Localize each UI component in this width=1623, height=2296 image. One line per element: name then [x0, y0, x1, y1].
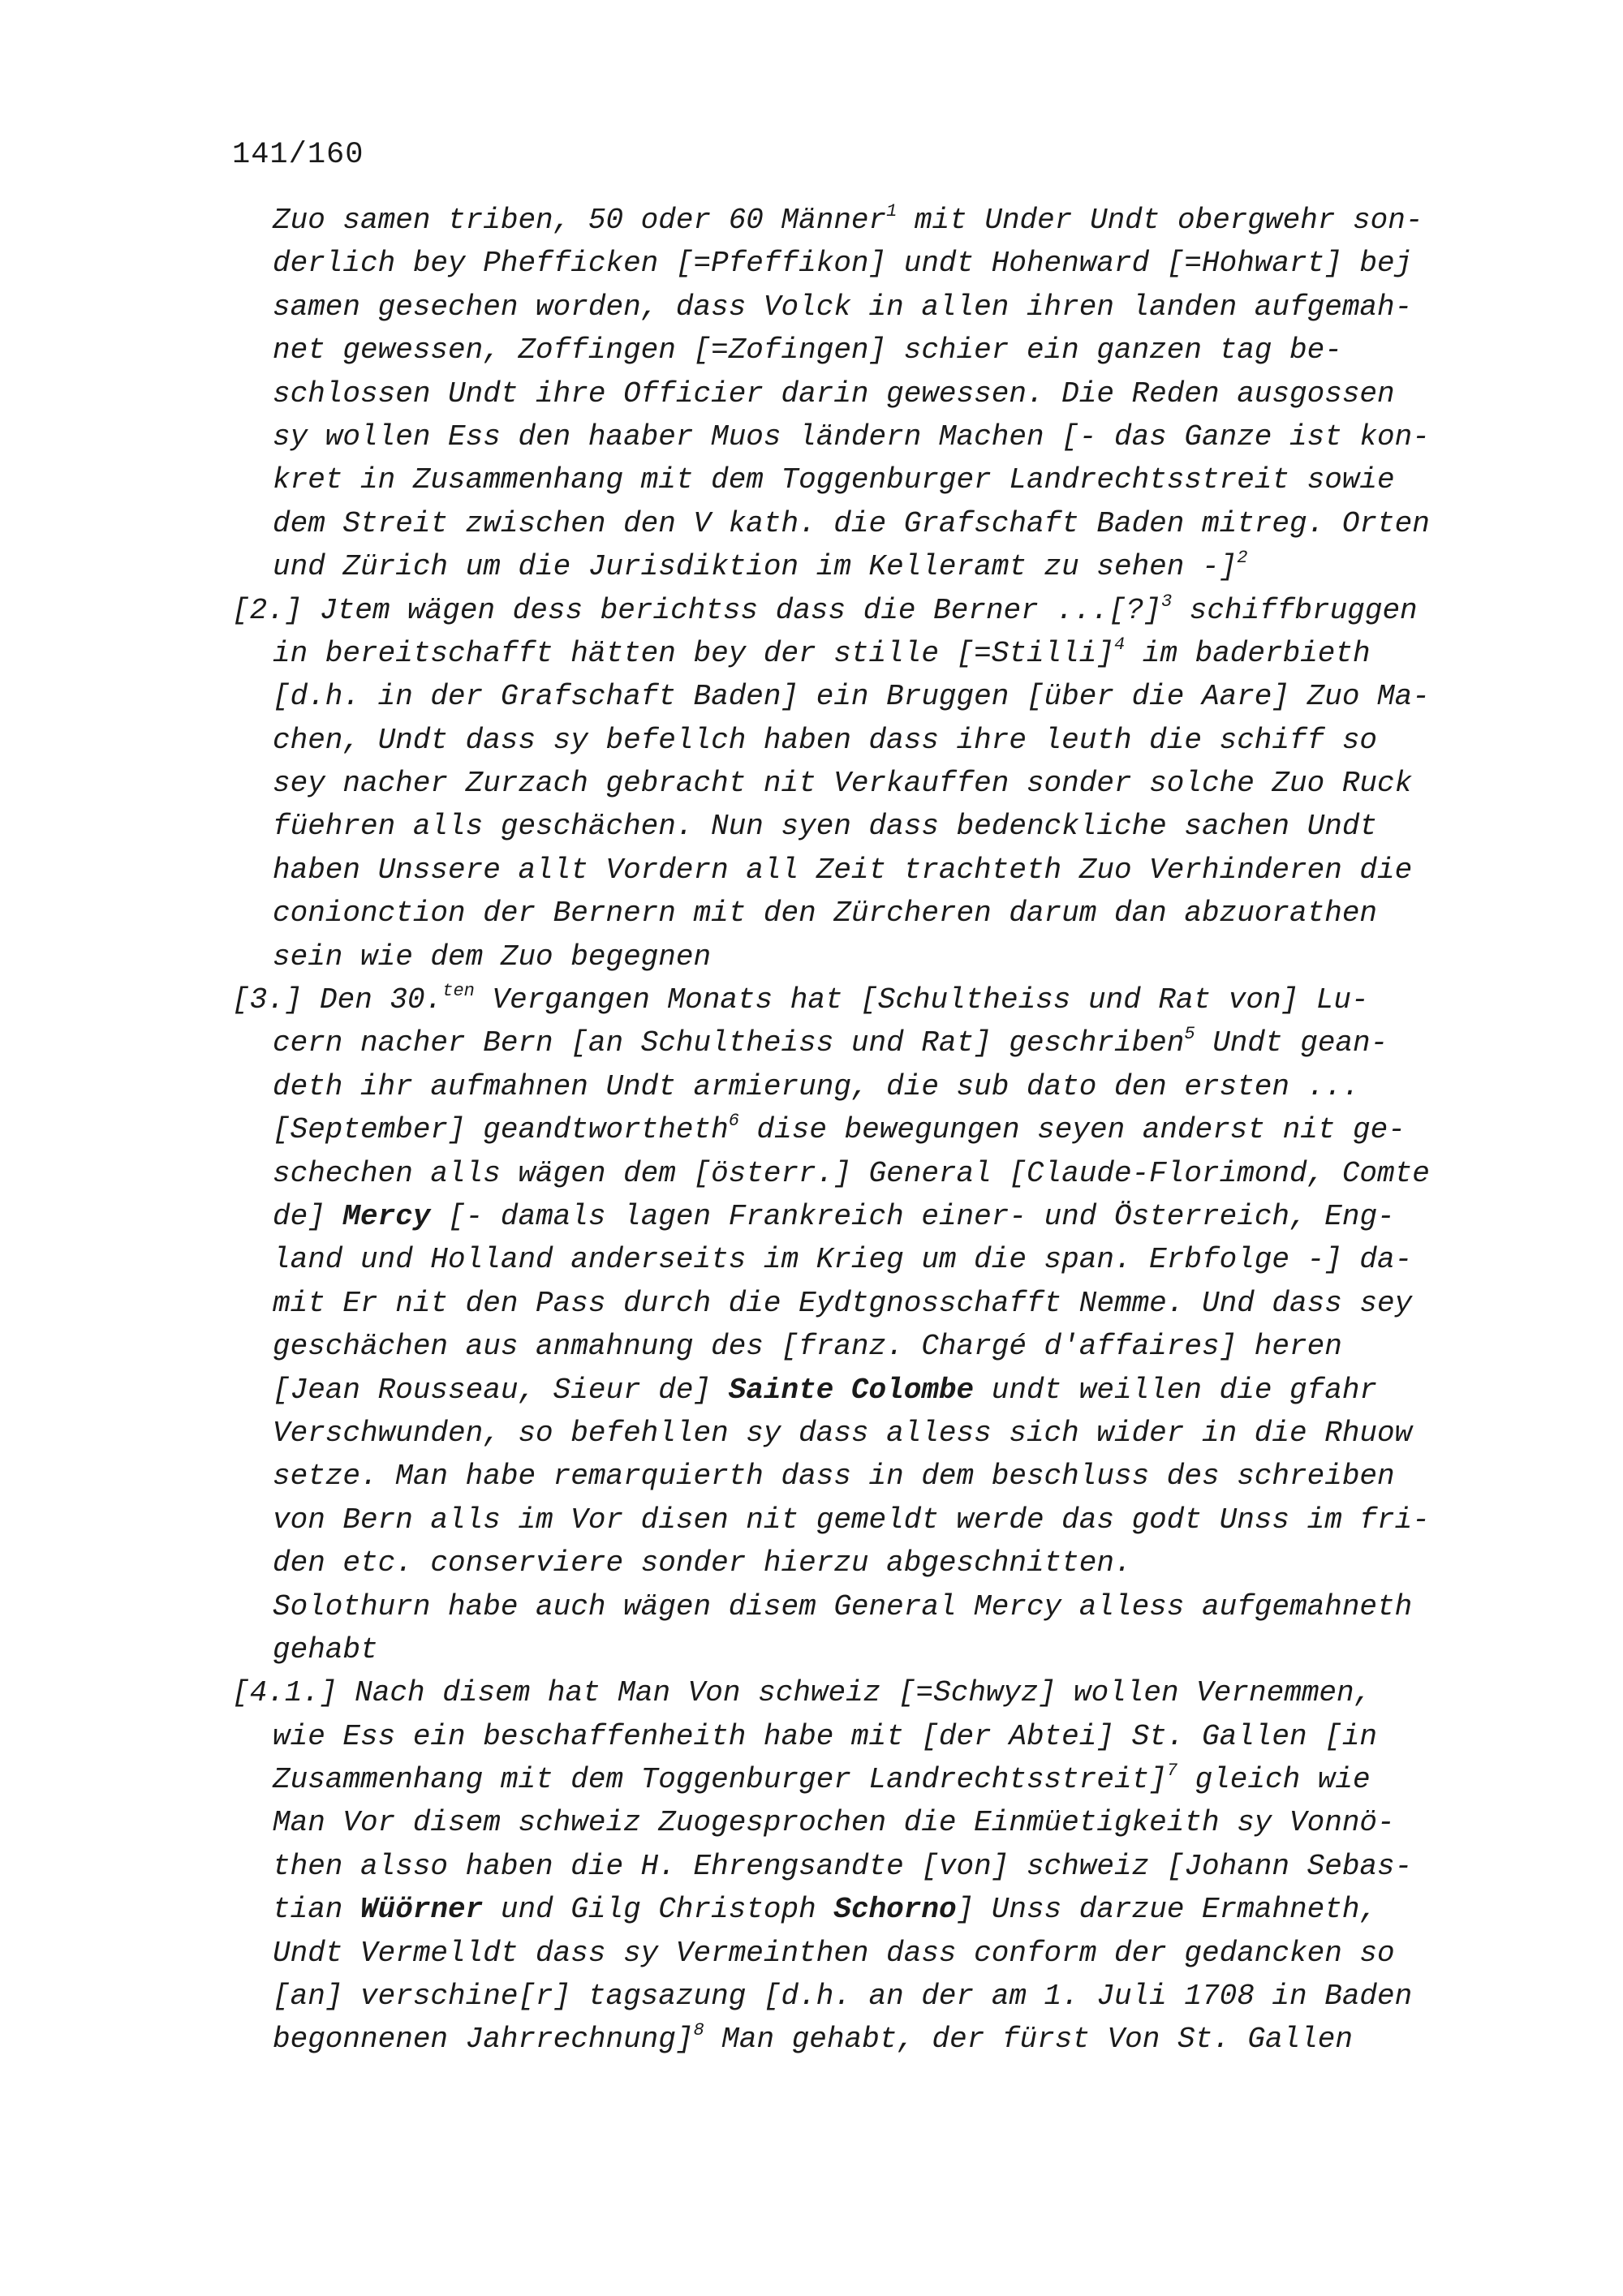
person-name: Mercy	[342, 1199, 431, 1233]
text-segment: und Zürich um die Jurisdiktion im Kelleramt zu sehen -]	[273, 550, 1238, 584]
text-line	[232, 458, 1466, 501]
text-segment: [Jean Rousseau, Sieur de]	[273, 1373, 729, 1407]
text-segment: cern nacher Bern [an Schultheiss und Rat] geschriben	[273, 1026, 1185, 1060]
text-line	[232, 1628, 1466, 1671]
text-segment: von Bern alls im Vor disen nit gemeldt werde das godt Unss im fri-	[273, 1503, 1430, 1537]
text-segment: geschächen aus anmahnung des [franz. Chargé d'affaires] heren	[273, 1330, 1342, 1364]
text-segment: und Gilg Christoph	[483, 1893, 834, 1927]
text-segment: Verschwunden, so befehllen sy dass alless sich wider in die Rhuow	[273, 1416, 1413, 1450]
person-name: Wüörner	[360, 1893, 484, 1927]
text-line	[232, 762, 1466, 805]
transcription-body	[232, 199, 1466, 2062]
text-line	[232, 1585, 1466, 1628]
text-segment: chen, Undt dass sy befellch haben dass ihre leuth die schiff so	[273, 723, 1378, 757]
text-segment: setze. Man habe remarquierth dass in dem beschluss des schreiben	[273, 1460, 1395, 1494]
footnote-marker: 3	[1161, 591, 1173, 612]
text-line	[232, 286, 1466, 329]
text-line	[232, 892, 1466, 935]
text-line	[232, 1152, 1466, 1195]
text-segment: ] Unss darzue Ermahneth,	[956, 1893, 1378, 1927]
text-line	[232, 1758, 1466, 1801]
text-segment: Zusammenhang mit dem Toggenburger Landrechtsstreit]	[273, 1763, 1167, 1797]
text-segment: Vergangen Monats hat [Schultheiss und Rat von] Lu-	[474, 983, 1369, 1017]
footnote-marker: 7	[1166, 1761, 1177, 1782]
text-line	[232, 675, 1466, 718]
text-segment: wie Ess ein beschaffenheith habe mit [der Abtei] St. Gallen [in	[273, 1719, 1378, 1753]
text-segment: gehabt	[273, 1632, 378, 1666]
text-line	[232, 2018, 1466, 2061]
text-segment: deth ihr aufmahnen Undt armierung, die sub dato den ersten ...	[273, 1069, 1360, 1103]
text-segment: füehren alls geschächen. Nun syen dass bedenckliche sachen Undt	[273, 810, 1378, 844]
person-name: Schorno	[833, 1893, 957, 1927]
text-segment: then alsso haben die H. Ehrengsandte [von] schweiz [Johann Sebas-	[273, 1849, 1413, 1883]
text-segment: kret in Zusammenhang mit dem Toggenburger Landrechtsstreit sowie	[273, 463, 1395, 497]
text-line	[232, 589, 1466, 632]
text-segment: [4.1.] Nach disem hat Man Von schweiz [=Schwyz] wollen Vernemmen,	[232, 1676, 1372, 1710]
text-line	[232, 978, 1466, 1021]
text-line	[232, 805, 1466, 848]
text-line	[232, 1845, 1466, 1888]
text-line	[232, 1455, 1466, 1498]
text-segment: samen gesechen worden, dass Volck in allen ihren landen aufgemah-	[273, 290, 1413, 324]
text-segment: schiffbruggen	[1172, 593, 1418, 627]
footnote-marker: 1	[886, 201, 898, 221]
text-segment: in bereitschafft hätten bey der stille [=Stilli]	[273, 636, 1114, 670]
text-line	[232, 1325, 1466, 1368]
text-line	[232, 1369, 1466, 1412]
text-segment: sey nacher Zurzach gebracht nit Verkauffen sonder solche Zuo Ruck	[273, 767, 1413, 801]
text-segment: begonnenen Jahrrechnung]	[273, 2023, 694, 2057]
text-segment: Zuo samen triben, 50 oder 60 Männer	[273, 204, 887, 237]
text-line	[232, 1715, 1466, 1758]
text-line	[232, 1932, 1466, 1975]
text-line	[232, 242, 1466, 285]
text-line	[232, 1801, 1466, 1844]
footnote-marker: ten	[442, 981, 475, 1002]
text-segment: Undt Vermelldt dass sy Vermeinthen dass conform der gedancken so	[273, 1936, 1395, 1970]
text-segment: den etc. conserviere sonder hierzu abgeschnitten.	[273, 1546, 1132, 1580]
text-segment: de]	[273, 1199, 343, 1233]
text-line	[232, 1888, 1466, 1931]
text-segment: dem Streit zwischen den V kath. die Grafschaft Baden mitreg. Orten	[273, 506, 1430, 540]
page-number: 141/160	[232, 138, 364, 172]
text-segment: sy wollen Ess den haaber Muos ländern Machen [- das Ganze ist kon-	[273, 419, 1430, 454]
text-line	[232, 329, 1466, 372]
text-segment: mit Er nit den Pass durch die Eydtgnosschafft Nemme. Und dass sey	[273, 1286, 1413, 1320]
text-segment: [- damals lagen Frankreich einer- und Österreich, Eng-	[430, 1199, 1395, 1233]
text-segment: schechen alls wägen dem [österr.] General [Claude-Florimond, Comte	[273, 1156, 1430, 1190]
text-line	[232, 1195, 1466, 1238]
text-segment: gleich wie	[1177, 1763, 1371, 1797]
text-segment: Solothurn habe auch wägen disem General Mercy alless aufgemahneth	[273, 1589, 1413, 1623]
text-line	[232, 1671, 1466, 1714]
text-segment: schlossen Undt ihre Officier darin gewessen. Die Reden ausgossen	[273, 376, 1395, 411]
text-segment: im baderbieth	[1125, 636, 1371, 670]
text-line	[232, 1541, 1466, 1584]
text-segment: [3.] Den 30.	[232, 983, 443, 1017]
text-line	[232, 849, 1466, 892]
text-segment: [2.] Jtem wägen dess berichtss dass die Berner ...[?]	[232, 593, 1161, 627]
text-line	[232, 632, 1466, 675]
text-segment: haben Unssere allt Vordern all Zeit trachteth Zuo Verhinderen die	[273, 853, 1413, 887]
text-line	[232, 935, 1466, 978]
text-segment: Man Vor disem schweiz Zuogesprochen die Einmüetigkeith sy Vonnö-	[273, 1806, 1395, 1840]
text-line	[232, 1021, 1466, 1064]
text-segment: [d.h. in der Grafschaft Baden] ein Bruggen [über die Aare] Zuo Ma-	[273, 680, 1430, 714]
text-segment: dise bewegungen seyen anderst nit ge-	[738, 1113, 1406, 1147]
text-segment: land und Holland anderseits im Krieg um die span. Erbfolge -] da-	[273, 1243, 1413, 1277]
footnote-marker: 2	[1237, 548, 1248, 569]
text-line	[232, 199, 1466, 242]
text-line	[232, 1108, 1466, 1151]
text-segment: sein wie dem Zuo begegnen	[273, 939, 712, 974]
text-segment: conionction der Bernern mit den Zürcheren darum dan abzuorathen	[273, 896, 1378, 931]
person-name: Sainte Colombe	[728, 1373, 975, 1407]
text-segment: mit Under Undt obergwehr son-	[897, 204, 1423, 237]
text-line	[232, 1412, 1466, 1455]
text-line	[232, 1975, 1466, 2018]
footnote-marker: 4	[1113, 634, 1126, 655]
text-line	[232, 1065, 1466, 1108]
text-line	[232, 545, 1466, 588]
text-segment: Man gehabt, der fürst Von St. Gallen	[704, 2023, 1354, 2057]
text-segment: tian	[273, 1893, 361, 1927]
text-line	[232, 372, 1466, 415]
text-line	[232, 719, 1466, 762]
footnote-marker: 6	[728, 1111, 739, 1132]
text-segment: net gewessen, Zoffingen [=Zofingen] schier ein ganzen tag be-	[273, 333, 1342, 368]
text-line	[232, 1238, 1466, 1281]
text-line	[232, 1498, 1466, 1541]
footnote-marker: 5	[1184, 1024, 1195, 1045]
text-segment: undt weillen die gfahr	[974, 1373, 1378, 1407]
text-line	[232, 415, 1466, 458]
text-line	[232, 502, 1466, 545]
text-segment: Undt gean-	[1195, 1026, 1388, 1060]
text-segment: [September] geandtwortheth	[273, 1113, 729, 1147]
footnote-marker: 8	[693, 2020, 704, 2041]
text-line	[232, 1282, 1466, 1325]
text-segment: derlich bey Phefficken [=Pfeffikon] undt Hohenward [=Hohwart] bej	[273, 247, 1413, 281]
text-segment: [an] verschine[r] tagsazung [d.h. an der am 1. Juli 1708 in Baden	[273, 1980, 1413, 2014]
